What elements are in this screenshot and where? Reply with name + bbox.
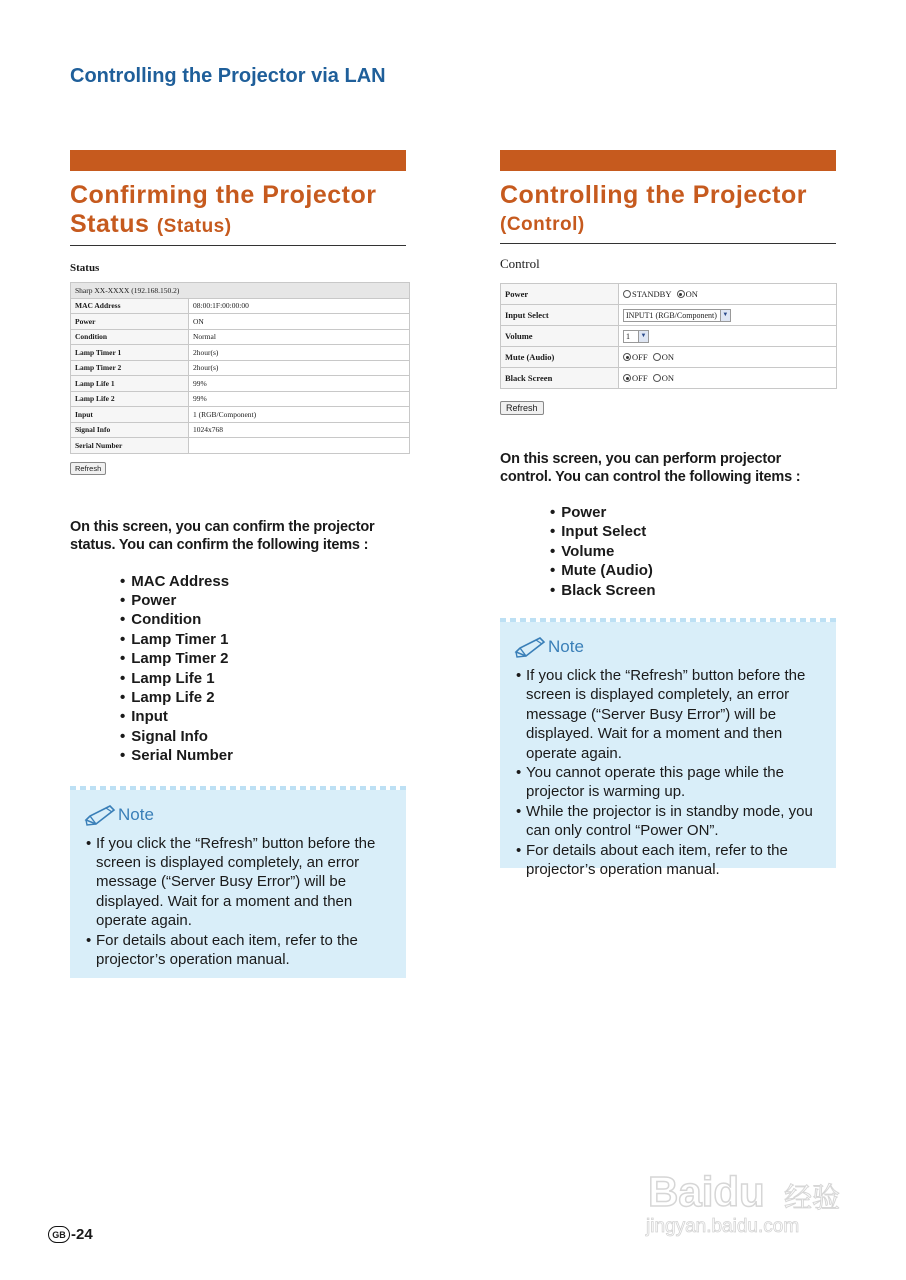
- row-label: Black Screen: [501, 368, 619, 389]
- radio-standby[interactable]: [623, 290, 631, 298]
- row-label: Power: [71, 314, 189, 330]
- row-value: ON: [189, 314, 410, 330]
- list-item: • Lamp Timer 2: [120, 649, 406, 668]
- row-label: Lamp Timer 2: [71, 360, 189, 376]
- page-header-title: Controlling the Projector via LAN: [70, 65, 386, 87]
- table-row: [71, 345, 410, 361]
- note-item: • If you click the “Refresh” button before the screen is displayed completely, an error message (“Server Busy Error”) will be displayed. Wait for a moment and then operate again.: [96, 834, 396, 931]
- row-label: Condition: [71, 329, 189, 345]
- note-list: [84, 834, 396, 970]
- intro-text: On this screen, you can confirm the projector status. You can confirm the following items :: [70, 518, 375, 553]
- screenshot-title: Status: [70, 262, 100, 274]
- list-item: • Condition: [120, 610, 406, 629]
- region-badge: GB: [48, 1226, 70, 1243]
- table-header-cell: Sharp XX-XXXX (192.168.150.2): [71, 283, 410, 299]
- watermark-brand: Baidu: [648, 1168, 765, 1215]
- table-row: [71, 360, 410, 376]
- option-label: ON: [661, 373, 674, 383]
- row-value: 99%: [189, 391, 410, 407]
- row-value: [189, 438, 410, 454]
- status-table: [70, 282, 410, 454]
- note-box: [500, 618, 836, 879]
- title-paren: (Control): [500, 214, 585, 235]
- row-label: Signal Info: [71, 422, 189, 438]
- section-title-control: [500, 181, 836, 244]
- list-item: • Mute (Audio): [550, 561, 836, 580]
- title-paren: (Status): [156, 216, 232, 237]
- section-bar: [70, 150, 406, 171]
- page-number: [48, 1226, 93, 1243]
- list-item: • Serial Number: [120, 746, 406, 765]
- option-label: OFF: [632, 352, 648, 362]
- row-value: 2hour(s): [189, 345, 410, 361]
- refresh-button[interactable]: Refresh: [500, 401, 544, 415]
- note-item: • You cannot operate this page while the projector is warming up.: [526, 763, 826, 802]
- volume-select[interactable]: [623, 330, 649, 343]
- list-item: • Lamp Life 1: [120, 669, 406, 688]
- control-table: [500, 283, 837, 389]
- note-header: [84, 802, 396, 828]
- radio-on[interactable]: [653, 374, 661, 382]
- note-item: • While the projector is in standby mode, you can only control “Power ON”.: [526, 802, 826, 841]
- note-box: [70, 786, 406, 978]
- screenshot-title: Control: [500, 256, 540, 271]
- row-value: 1024x768: [189, 422, 410, 438]
- chevron-down-icon: ▼: [720, 310, 730, 321]
- section-title-status: [70, 181, 406, 246]
- row-value: 1 (RGB/Component): [189, 407, 410, 423]
- list-item: • Volume: [550, 542, 836, 561]
- note-label: Note: [548, 637, 584, 657]
- list-item: • Input: [120, 707, 406, 726]
- row-label: Input Select: [501, 305, 619, 326]
- control-section: [500, 150, 836, 879]
- list-item: • Power: [120, 591, 406, 610]
- row-value: Normal: [189, 329, 410, 345]
- row-label: Mute (Audio): [501, 347, 619, 368]
- row-label: Lamp Life 1: [71, 376, 189, 392]
- pencil-note-icon: [514, 634, 550, 660]
- title-main: Controlling the Projector: [500, 181, 807, 209]
- row-label: Serial Number: [71, 438, 189, 454]
- volume-cell: [619, 326, 837, 347]
- table-row: [501, 347, 837, 368]
- table-row: [71, 376, 410, 392]
- list-item: • Lamp Life 2: [120, 688, 406, 707]
- table-row: [501, 368, 837, 389]
- row-value: 99%: [189, 376, 410, 392]
- list-item: • Lamp Timer 1: [120, 630, 406, 649]
- pencil-note-icon: [84, 802, 120, 828]
- row-label: Input: [71, 407, 189, 423]
- row-label: Lamp Timer 1: [71, 345, 189, 361]
- option-label: ON: [661, 352, 674, 362]
- status-items-list: [70, 572, 406, 766]
- refresh-button[interactable]: Refresh: [70, 462, 106, 475]
- baidu-watermark: [640, 1150, 860, 1250]
- list-item: • MAC Address: [120, 572, 406, 591]
- radio-off[interactable]: [623, 374, 631, 382]
- control-items-list: [500, 503, 836, 600]
- row-value: 08:00:1F:00:00:00: [189, 298, 410, 314]
- option-label: STANDBY: [632, 289, 672, 299]
- table-row: [501, 284, 837, 305]
- row-value: 2hour(s): [189, 360, 410, 376]
- list-item: • Black Screen: [550, 581, 836, 600]
- row-label: Power: [501, 284, 619, 305]
- status-section: [70, 150, 406, 978]
- row-label: MAC Address: [71, 298, 189, 314]
- table-row: [501, 326, 837, 347]
- option-label: OFF: [632, 373, 648, 383]
- table-row: [71, 422, 410, 438]
- select-value: INPUT1 (RGB/Component): [626, 310, 717, 320]
- input-select[interactable]: [623, 309, 731, 322]
- select-value: 1: [626, 331, 630, 341]
- intro-text: On this screen, you can perform projector control. You can control the following items :: [500, 451, 801, 485]
- table-row: [71, 407, 410, 423]
- table-row: [71, 391, 410, 407]
- list-item: • Signal Info: [120, 727, 406, 746]
- row-label: Lamp Life 2: [71, 391, 189, 407]
- list-item: • Power: [550, 503, 836, 522]
- chevron-down-icon: ▼: [638, 331, 648, 342]
- table-row: [501, 305, 837, 326]
- note-header: [514, 634, 826, 660]
- watermark-cn: 经验: [784, 1182, 841, 1213]
- note-item: • If you click the “Refresh” button before the screen is displayed completely, an error message (“Server Busy Error”) will be displayed. Wait for a moment and then operate again.: [526, 666, 826, 763]
- row-label: Volume: [501, 326, 619, 347]
- radio-on[interactable]: [653, 353, 661, 361]
- table-row: [71, 438, 410, 454]
- title-main: Confirming the Projector Status: [70, 181, 377, 238]
- option-label: ON: [685, 289, 698, 299]
- radio-on[interactable]: [677, 290, 685, 298]
- input-cell: [619, 305, 837, 326]
- radio-off[interactable]: [623, 353, 631, 361]
- table-row: [71, 298, 410, 314]
- section-bar: [500, 150, 836, 171]
- table-row: [71, 314, 410, 330]
- list-item: • Input Select: [550, 522, 836, 541]
- note-item: • For details about each item, refer to the projector’s operation manual.: [96, 931, 396, 970]
- note-item: • For details about each item, refer to the projector’s operation manual.: [526, 841, 826, 880]
- page-number-text: -24: [71, 1226, 93, 1243]
- note-list: [514, 666, 826, 879]
- note-label: Note: [118, 804, 154, 824]
- black-screen-options: [619, 368, 837, 389]
- watermark-url: jingyan.baidu.com: [646, 1216, 800, 1237]
- power-options: [619, 284, 837, 305]
- table-row: [71, 329, 410, 345]
- mute-options: [619, 347, 837, 368]
